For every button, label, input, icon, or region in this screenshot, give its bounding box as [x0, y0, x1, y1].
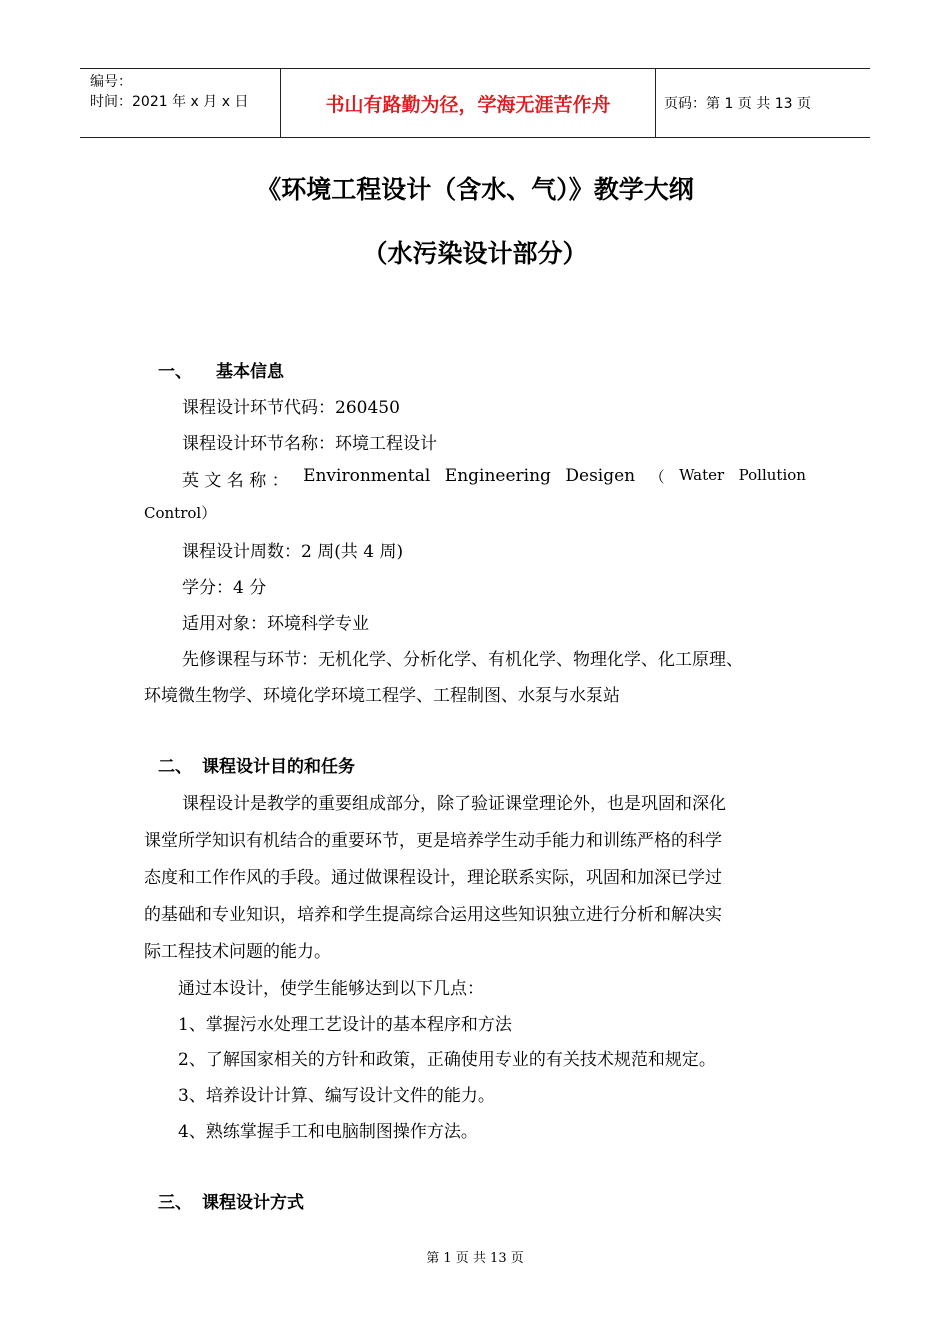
goals-intro: 通过本设计，使学生能够达到以下几点：: [178, 979, 484, 999]
header-table: [80, 68, 870, 138]
goal-item: 1、掌握污水处理工艺设计的基本程序和方法: [178, 1015, 512, 1035]
paragraph-line: 态度和工作作风的手段。通过做课程设计，理论联系实际，巩固和加深已学过: [144, 868, 722, 888]
section-2-title: 课程设计目的和任务: [202, 757, 355, 777]
header-meta: [80, 69, 280, 137]
paragraph-line: 课程设计是教学的重要组成部分，除了验证课堂理论外，也是巩固和深化: [182, 794, 726, 814]
english-name-continued: Control）: [144, 504, 217, 522]
goal-item: 3、培养设计计算、编写设计文件的能力。: [178, 1086, 495, 1106]
english-name-line: [182, 466, 806, 491]
english-word: Desigen: [565, 466, 636, 486]
course-code: 课程设计环节代码：260450: [182, 398, 400, 418]
header-page-info: [654, 69, 870, 137]
section-3-title: 课程设计方式: [202, 1193, 304, 1213]
section-1-number: 一、: [158, 362, 192, 382]
english-word: Water: [679, 466, 725, 484]
page-info-text: 页码：第 1 页 共 13 页: [664, 96, 811, 112]
english-name-label: 英 文 名 称 ：: [182, 471, 289, 491]
course-name: 课程设计环节名称：环境工程设计: [182, 434, 437, 454]
course-weeks: 课程设计周数：2 周(共 4 周): [182, 542, 404, 562]
time-label: 时间：2021 年 x 月 x 日: [90, 94, 249, 110]
prerequisites-line-1: 先修课程与环节：无机化学、分析化学、有机化学、物理化学、化工原理、: [182, 650, 743, 670]
course-target: 适用对象：环境科学专业: [182, 614, 369, 634]
section-3-heading: [158, 1188, 304, 1213]
document-title: 《环境工程设计（含水、气）》教学大纲: [256, 175, 694, 204]
number-label: 编号：: [90, 74, 132, 90]
section-1-heading: [158, 357, 284, 382]
prerequisites-line-2: 环境微生物学、环境化学环境工程学、工程制图、水泵与水泵站: [144, 686, 620, 706]
english-word: Pollution: [738, 466, 806, 484]
section-2-heading: [158, 752, 355, 777]
page-footer: 第 1 页 共 13 页: [426, 1251, 524, 1266]
section-3-number: 三、: [158, 1193, 192, 1213]
paragraph-line: 的基础和专业知识，培养和学生提高综合运用这些知识独立进行分析和解决实: [144, 905, 722, 925]
document-subtitle: （水污染设计部分）: [362, 239, 588, 268]
english-paren: （: [649, 468, 665, 486]
header-motto-cell: [280, 69, 656, 137]
course-credits: 学分：4 分: [182, 578, 267, 598]
paragraph-line: 际工程技术问题的能力。: [144, 942, 331, 962]
english-word: Engineering: [444, 466, 551, 486]
english-word: Environmental: [303, 466, 431, 486]
goal-item: 4、熟练掌握手工和电脑制图操作方法。: [178, 1122, 478, 1142]
motto-text: 书山有路勤为径，学海无涯苦作舟: [325, 93, 611, 116]
section-2-number: 二、: [158, 757, 192, 777]
section-1-title: 基本信息: [216, 362, 284, 382]
paragraph-line: 课堂所学知识有机结合的重要环节，更是培养学生动手能力和训练严格的科学: [144, 831, 722, 851]
goal-item: 2、了解国家相关的方针和政策，正确使用专业的有关技术规范和规定。: [178, 1050, 716, 1070]
